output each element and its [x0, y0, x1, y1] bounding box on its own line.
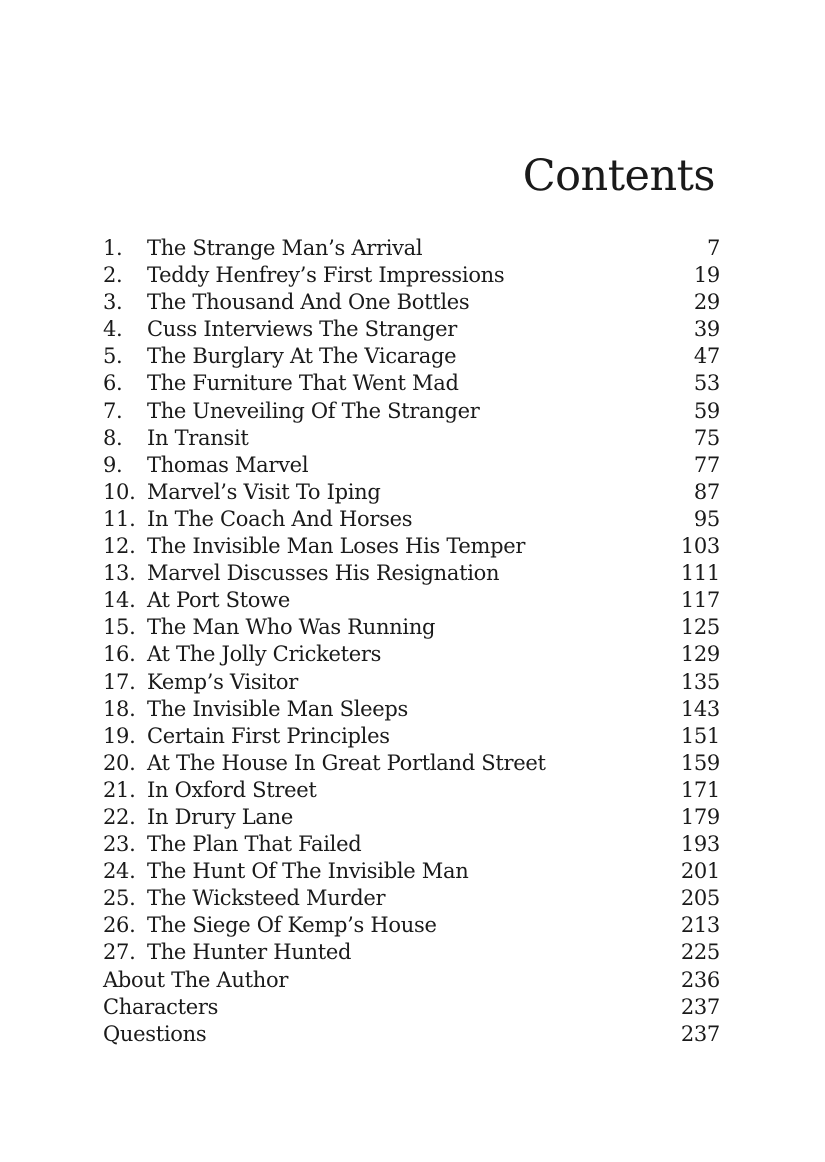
page-number: 151	[680, 723, 720, 748]
chapter-number: 9.	[103, 452, 123, 477]
chapter-number: 10.	[103, 479, 136, 504]
page-number: 225	[680, 940, 720, 965]
chapter-number: 5.	[103, 344, 123, 369]
page-title: Contents	[522, 151, 715, 201]
chapter-title: Marvel’s Visit To Iping	[147, 479, 381, 504]
section-title: About The Author	[103, 967, 289, 992]
table-of-contents	[103, 235, 720, 1048]
chapter-title: The Man Who Was Running	[147, 615, 436, 640]
page-number: 213	[680, 913, 720, 938]
page-number: 77	[693, 452, 720, 477]
toc-entry	[103, 777, 720, 804]
toc-entry	[103, 560, 720, 587]
chapter-number: 19.	[103, 723, 136, 748]
toc-entry	[103, 506, 720, 533]
chapter-number: 21.	[103, 777, 136, 802]
toc-entry	[103, 831, 720, 858]
page-number: 47	[693, 344, 720, 369]
toc-entry	[103, 641, 720, 668]
page-number: 171	[680, 777, 720, 802]
chapter-title: In The Coach And Horses	[147, 506, 413, 531]
chapter-number: 16.	[103, 642, 136, 667]
toc-entry	[103, 669, 720, 696]
chapter-title: Teddy Henfrey’s First Impressions	[147, 263, 505, 288]
page-number: 205	[680, 886, 720, 911]
chapter-title: The Thousand And One Bottles	[147, 290, 470, 315]
chapter-number: 20.	[103, 750, 136, 775]
chapter-title: Certain First Principles	[147, 723, 390, 748]
toc-entry	[103, 885, 720, 912]
chapter-title: The Strange Man’s Arrival	[147, 236, 423, 260]
chapter-number: 2.	[103, 263, 123, 288]
chapter-title: In Oxford Street	[147, 777, 317, 802]
chapter-number: 26.	[103, 913, 136, 938]
chapter-number: 18.	[103, 696, 136, 721]
chapter-title: At The Jolly Cricketers	[147, 642, 382, 667]
page-number: 143	[680, 696, 720, 721]
toc-entry	[103, 479, 720, 506]
chapter-title: The Hunter Hunted	[147, 940, 352, 965]
chapter-title: Cuss Interviews The Stranger	[147, 317, 458, 342]
chapter-number: 1.	[103, 236, 123, 260]
toc-entry	[103, 696, 720, 723]
chapter-title: Thomas Marvel	[147, 452, 309, 477]
chapter-title: The Plan That Failed	[147, 832, 362, 857]
toc-entry	[103, 912, 720, 939]
toc-entry	[103, 343, 720, 370]
chapter-number: 25.	[103, 886, 136, 911]
toc-entry	[103, 804, 720, 831]
toc-entry-questions	[103, 1021, 720, 1048]
toc-entry-characters	[103, 994, 720, 1021]
toc-entry	[103, 750, 720, 777]
chapter-number: 24.	[103, 859, 136, 884]
chapter-title: Kemp’s Visitor	[147, 669, 298, 694]
page-number: 39	[693, 317, 720, 342]
toc-entry	[103, 370, 720, 397]
page-number: 59	[693, 398, 720, 423]
chapter-title: The Wicksteed Murder	[147, 886, 386, 911]
page-number: 117	[680, 588, 720, 613]
chapter-title: Marvel Discusses His Resignation	[147, 561, 500, 586]
toc-entry	[103, 398, 720, 425]
page-number: 201	[680, 859, 720, 884]
page-number: 7	[706, 236, 720, 260]
chapter-title: The Invisible Man Sleeps	[147, 696, 408, 721]
chapter-number: 22.	[103, 804, 136, 829]
chapter-title: In Transit	[147, 425, 249, 450]
page-number: 19	[693, 263, 720, 288]
chapter-number: 13.	[103, 561, 136, 586]
chapter-number: 12.	[103, 534, 136, 559]
page-number: 75	[693, 425, 720, 450]
page-number: 103	[680, 534, 720, 559]
chapter-number: 15.	[103, 615, 136, 640]
chapter-title: The Hunt Of The Invisible Man	[147, 859, 469, 884]
chapter-number: 11.	[103, 506, 136, 531]
toc-entry	[103, 614, 720, 641]
section-title: Questions	[103, 1021, 207, 1046]
page-number: 129	[680, 642, 720, 667]
page-number: 135	[680, 669, 720, 694]
chapter-number: 27.	[103, 940, 136, 965]
page-number: 237	[680, 1021, 720, 1046]
chapter-number: 7.	[103, 398, 123, 423]
chapter-number: 8.	[103, 425, 123, 450]
chapter-number: 17.	[103, 669, 136, 694]
chapter-number: 14.	[103, 588, 136, 613]
page-number: 87	[693, 479, 720, 504]
toc-entry	[103, 289, 720, 316]
page-number: 193	[680, 832, 720, 857]
chapter-title: The Siege Of Kemp’s House	[147, 913, 437, 938]
page-number: 237	[680, 994, 720, 1019]
page-number: 111	[680, 561, 720, 586]
chapter-title: The Furniture That Went Mad	[147, 371, 459, 396]
page-number: 159	[680, 750, 720, 775]
chapter-title: The Burglary At The Vicarage	[147, 344, 457, 369]
page-number: 179	[680, 804, 720, 829]
page-number: 125	[680, 615, 720, 640]
toc-entry	[103, 858, 720, 885]
toc-entry	[103, 939, 720, 966]
toc-entry	[103, 425, 720, 452]
chapter-title: In Drury Lane	[147, 804, 293, 829]
toc-entry	[103, 316, 720, 343]
chapter-title: At Port Stowe	[147, 588, 290, 613]
toc-entry	[103, 262, 720, 289]
toc-entry-about-author	[103, 967, 720, 994]
chapter-title: The Uneveiling Of The Stranger	[147, 398, 480, 423]
toc-entry	[103, 533, 720, 560]
chapter-number: 4.	[103, 317, 123, 342]
toc-entry	[103, 587, 720, 614]
page-number: 236	[680, 967, 720, 992]
page-number: 29	[693, 290, 720, 315]
toc-entry	[103, 452, 720, 479]
chapter-title: The Invisible Man Loses His Temper	[147, 534, 526, 559]
page-number: 95	[693, 506, 720, 531]
section-title: Characters	[103, 994, 219, 1019]
toc-entry	[103, 723, 720, 750]
toc-entry	[103, 235, 720, 262]
chapter-number: 23.	[103, 832, 136, 857]
chapter-number: 6.	[103, 371, 123, 396]
page-number: 53	[693, 371, 720, 396]
chapter-title: At The House In Great Portland Street	[147, 750, 546, 775]
chapter-number: 3.	[103, 290, 123, 315]
